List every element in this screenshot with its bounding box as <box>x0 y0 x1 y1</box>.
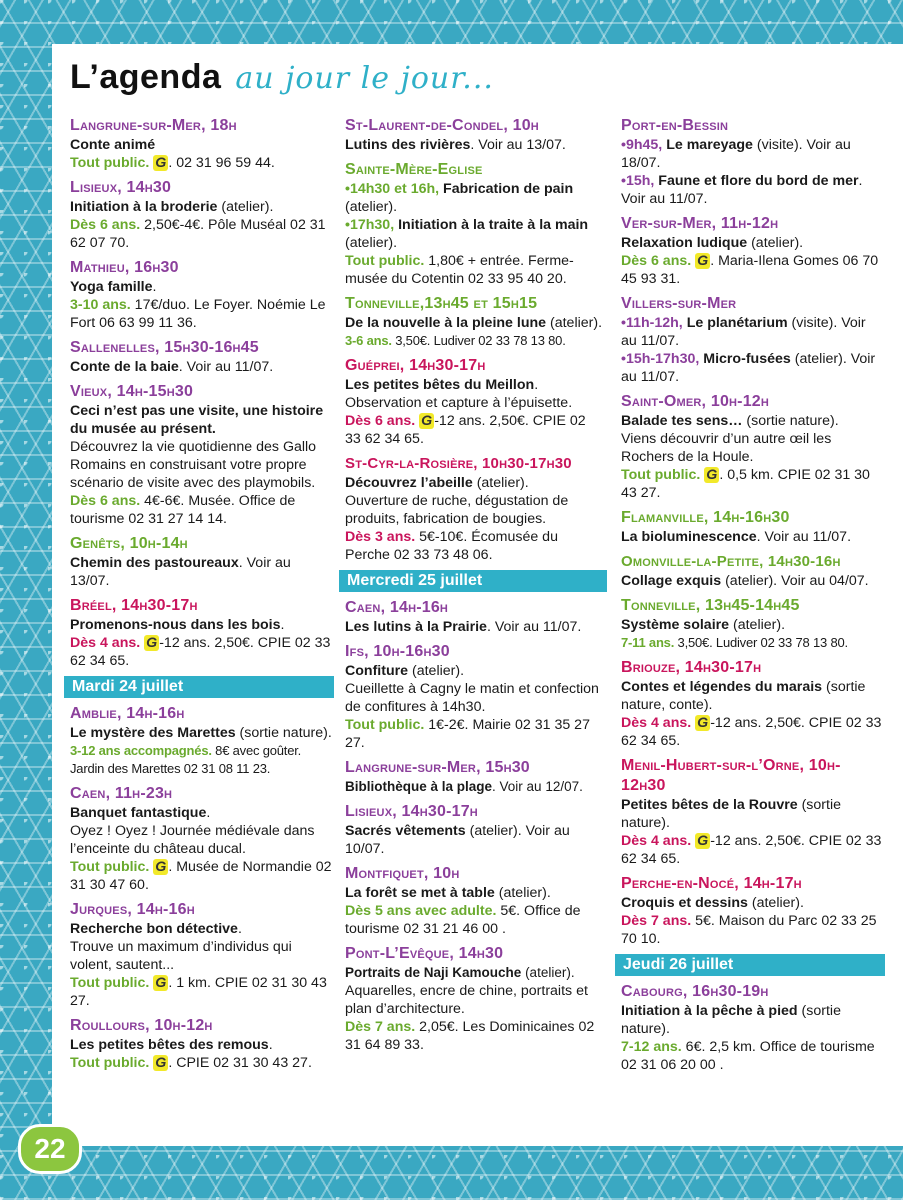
event-activity-note: . Voir au 12/07. <box>492 779 583 794</box>
event-details: 3,50€. Ludiver 02 33 78 13 80. <box>674 635 848 650</box>
event-activity: Faune et flore du bord de mer <box>654 173 859 189</box>
event-description: Cueillette à Cagny le matin et confection de confitures à 14h30. <box>345 681 599 715</box>
event-details: 2,05€. Les Dominicaines 02 31 64 89 33. <box>345 1019 595 1053</box>
event-location: Ifs, 10h-16h30 <box>345 643 450 660</box>
event-activity-note: (visite). Voir au 18/07. <box>621 137 851 171</box>
event-audience: Dès 4 ans. <box>621 833 692 849</box>
event-details: . Musée de Normandie 02 31 30 47 60. <box>70 859 332 893</box>
event-details: 2,50€-4€. Pôle Muséal 02 31 62 07 70. <box>70 217 326 251</box>
event-entry <box>621 508 883 546</box>
event-activity: Collage exquis <box>621 573 722 589</box>
event-location: Langrune-sur-Mer, 18h <box>70 117 237 134</box>
event-activity: Le mareyage <box>662 137 753 153</box>
event-details: . 0,5 km. CPIE 02 31 30 43 27. <box>621 467 870 501</box>
event-activity: Les petites bêtes du Meillon <box>345 377 535 393</box>
event-details: 17€/duo. Le Foyer. Noémie Le Fort 06 63 99 11 36. <box>70 297 326 331</box>
free-badge-icon: G <box>155 155 167 171</box>
event-details: . Maria-Ilena Gomes 06 70 45 93 31. <box>621 253 879 287</box>
event-audience: Tout public. <box>345 253 425 269</box>
event-activity-note: (sortie nature). <box>235 725 332 741</box>
event-activity: Recherche bon détective <box>70 921 238 937</box>
event-activity: Les lutins à la Prairie <box>345 619 487 635</box>
event-entry <box>621 596 883 652</box>
event-activity-note: (atelier). <box>747 895 804 911</box>
event-location: Amblie, 14h-16h <box>70 705 185 722</box>
event-activity-note: . <box>280 617 285 633</box>
event-details: -12 ans. 2,50€. CPIE 02 33 62 34 65. <box>621 833 882 867</box>
event-audience: Dès 3 ans. <box>345 529 416 545</box>
free-badge-icon: G <box>706 467 718 483</box>
event-audience: Dès 6 ans. <box>70 217 141 233</box>
event-audience: Tout public. <box>621 467 701 483</box>
event-activity: De la nouvelle à la pleine lune <box>345 315 547 331</box>
event-time: •14h30 et 16h, <box>345 181 440 197</box>
event-location: Flamanville, 14h-16h30 <box>621 509 790 526</box>
event-description: Observation et capture à l’épuisette. <box>345 395 573 411</box>
column-2 <box>345 116 605 1060</box>
event-activity-note: . Voir au 11/07. <box>621 173 863 207</box>
event-activity: Micro-fusées <box>699 351 791 367</box>
event-details: 5€. Maison du Parc 02 33 25 70 10. <box>621 913 877 947</box>
free-badge-icon: G <box>697 253 709 269</box>
event-audience: Dès 4 ans. <box>621 715 692 731</box>
title-script: au jour le jour... <box>235 61 494 96</box>
event-activity-note: . Voir au 11/07. <box>756 529 852 545</box>
event-activity-note: (atelier). Voir au 10/07. <box>345 823 570 857</box>
event-time: •15h-17h30, <box>621 351 700 367</box>
event-entry <box>345 160 605 288</box>
event-audience: Tout public. <box>345 717 425 733</box>
event-activity-note: (atelier). Voir au 11/07. <box>621 351 876 385</box>
event-audience: 7-11 ans. <box>621 635 675 650</box>
event-activity: Le planétarium <box>682 315 788 331</box>
event-activity: Chemin des pastoureaux <box>70 555 239 571</box>
page-number-badge: 22 <box>18 1124 82 1174</box>
event-activity: Découvrez l’abeille <box>345 475 473 491</box>
event-activity-note: (atelier). <box>546 315 603 331</box>
event-activity: Le mystère des Marettes <box>70 725 236 741</box>
event-entry <box>621 392 883 502</box>
event-description: Viens découvrir d’un autre œil les Rochers de la Houle. <box>621 431 832 465</box>
event-activity: Promenons-nous dans les bois <box>70 617 281 633</box>
event-location: Villers-sur-Mer <box>621 295 737 312</box>
event-details: 1€-2€. Mairie 02 31 35 27 27. <box>345 717 590 751</box>
event-activity: Relaxation ludique <box>621 235 748 251</box>
event-location: Caen, 14h-16h <box>345 599 449 616</box>
event-activity-note: . <box>534 377 539 393</box>
free-badge-icon: G <box>697 715 709 731</box>
event-details: 3,50€. Ludiver 02 33 78 13 80. <box>391 333 566 348</box>
event-entry <box>621 658 883 750</box>
event-description: Ouverture de ruche, dégustation de produits, fabrication de bougies. <box>345 493 569 527</box>
event-activity: Les petites bêtes des remous <box>70 1037 269 1053</box>
event-details: 1,80€ + entrée. Ferme-musée du Cotentin 02 33 95 40 20. <box>345 253 574 287</box>
event-entry <box>70 596 332 670</box>
event-activity-note: . <box>152 279 157 295</box>
event-activity: Contes et légendes du marais <box>621 679 823 695</box>
event-activity-note: (atelier). <box>345 199 398 215</box>
event-location: Perche-en-Nocé, 14h-17h <box>621 875 802 892</box>
event-audience: Dès 6 ans. <box>621 253 692 269</box>
event-activity: Lutins des rivières <box>345 137 471 153</box>
title-main: L’agenda <box>70 58 222 96</box>
event-activity-note: (atelier). <box>729 617 786 633</box>
event-location: Vieux, 14h-15h30 <box>70 383 194 400</box>
event-activity: Initiation à la pêche à pied <box>621 1003 798 1019</box>
event-audience: Tout public. <box>70 975 150 991</box>
event-entry <box>621 756 883 868</box>
event-location: Langrune-sur-Mer, 15h30 <box>345 759 530 776</box>
event-entry <box>70 178 332 252</box>
event-activity-note: (atelier). <box>494 885 551 901</box>
event-location: Lisieux, 14h30 <box>70 179 172 196</box>
event-activity: Croquis et dessins <box>621 895 748 911</box>
free-badge-icon: G <box>155 859 167 875</box>
event-entry <box>345 802 605 858</box>
event-activity-note: (atelier). <box>747 235 804 251</box>
event-activity: Système solaire <box>621 617 730 633</box>
event-location: Genêts, 10h-14h <box>70 535 188 552</box>
event-activity-note: (atelier). <box>408 663 465 679</box>
event-location: Sallenelles, 15h30-16h45 <box>70 339 259 356</box>
event-entry <box>70 258 332 332</box>
event-entry <box>621 874 883 948</box>
event-activity: Confiture <box>345 663 409 679</box>
event-location: Omonville-la-Petite, 14h30-16h <box>621 553 841 570</box>
event-location: Lisieux, 14h30-17h <box>345 803 478 820</box>
event-activity-note: . <box>206 805 211 821</box>
event-entry <box>345 356 605 448</box>
event-location: St-Cyr-la-Rosière, 10h30-17h30 <box>345 455 572 472</box>
free-badge-icon: G <box>146 635 158 651</box>
free-badge-icon: G <box>155 975 167 991</box>
event-location: Menil-Hubert-sur-l’Orne, 10h-12h30 <box>621 757 841 794</box>
day-header: Jeudi 26 juillet <box>615 954 885 976</box>
event-description: Aquarelles, encre de chine, portraits et plan d’architecture. <box>345 983 588 1017</box>
event-time: •11h-12h, <box>621 315 683 331</box>
event-entry <box>621 116 883 208</box>
event-audience: Dès 7 ans. <box>621 913 692 929</box>
day-header: Mardi 24 juillet <box>64 676 334 698</box>
event-activity: Initiation à la traite à la main <box>394 217 589 233</box>
event-activity: Fabrication de pain <box>439 181 574 197</box>
page-title <box>70 58 494 108</box>
event-details: 8€ avec goûter. Jardin des Marettes 02 31 08 11 23. <box>70 743 302 776</box>
event-entry <box>621 214 883 288</box>
event-entry <box>345 116 605 154</box>
event-entry <box>345 642 605 752</box>
event-details: -12 ans. 2,50€. CPIE 02 33 62 34 65. <box>345 413 586 447</box>
event-location: Cabourg, 16h30-19h <box>621 983 769 1000</box>
event-location: Saint-Omer, 10h-12h <box>621 393 770 410</box>
event-activity-note: . Voir au 13/07. <box>70 555 291 589</box>
event-location: Caen, 11h-23h <box>70 785 173 802</box>
event-details: 6€. 2,5 km. Office de tourisme 02 31 06 20 00 . <box>621 1039 875 1073</box>
day-header: Mercredi 25 juillet <box>339 570 607 592</box>
event-activity: La forêt se met à table <box>345 885 495 901</box>
event-activity-note: (atelier). Voir au 04/07. <box>721 573 869 589</box>
event-entry <box>70 1016 332 1072</box>
column-3 <box>621 116 883 1080</box>
event-activity-note: (atelier). <box>472 475 529 491</box>
event-audience: Tout public. <box>70 859 150 875</box>
event-time: •15h, <box>621 173 655 189</box>
event-entry <box>621 982 883 1074</box>
event-entry <box>621 294 883 386</box>
event-activity: Portraits de Naji Kamouche <box>345 965 522 980</box>
event-activity: Conte de la baie <box>70 359 179 375</box>
event-entry <box>70 382 332 528</box>
event-activity-note: . <box>237 921 242 937</box>
event-activity-note: (sortie nature). <box>621 797 841 831</box>
event-entry <box>70 534 332 590</box>
event-details: . 1 km. CPIE 02 31 30 43 27. <box>70 975 327 1009</box>
event-activity: Balade tes sens… <box>621 413 743 429</box>
event-location: Port-en-Bessin <box>621 117 729 134</box>
event-time: •17h30, <box>345 217 395 233</box>
event-entry <box>70 900 332 1010</box>
event-activity-note: (sortie nature, conte). <box>621 679 866 713</box>
event-audience: 3-6 ans. <box>345 333 392 348</box>
event-activity: Banquet fantastique <box>70 805 207 821</box>
event-location: Ver-sur-Mer, 11h-12h <box>621 215 779 232</box>
event-audience: Dès 7 ans. <box>345 1019 416 1035</box>
event-details: -12 ans. 2,50€. CPIE 02 33 62 34 65. <box>621 715 882 749</box>
event-entry <box>345 454 605 564</box>
event-entry <box>70 784 332 894</box>
event-activity: Bibliothèque à la plage <box>345 779 493 794</box>
event-audience: 7-12 ans. <box>621 1039 682 1055</box>
event-entry <box>345 944 605 1054</box>
event-details: 4€-6€. Musée. Office de tourisme 02 31 27 14 14. <box>70 493 296 527</box>
event-activity-note: . <box>268 1037 273 1053</box>
event-location: Montfiquet, 10h <box>345 865 460 882</box>
free-badge-icon: G <box>421 413 433 429</box>
event-description: Découvrez la vie quotidienne des Gallo Romains en construisant votre propre scénario de visite avec des playmobils. <box>70 439 317 491</box>
event-entry <box>621 552 883 590</box>
column-1 <box>70 116 332 1078</box>
event-activity-note: . Voir au 13/07. <box>470 137 566 153</box>
event-audience: Tout public. <box>70 155 150 171</box>
event-entry <box>345 864 605 938</box>
event-description: Trouve un maximum d’individus qui volent, sautent... <box>70 939 292 973</box>
event-activity: Conte animé <box>70 137 156 153</box>
event-details: 5€-10€. Écomusée du Perche 02 33 73 48 06. <box>345 529 558 563</box>
event-time: •9h45, <box>621 137 663 153</box>
event-audience: Dès 5 ans avec adulte. <box>345 903 497 919</box>
event-details: -12 ans. 2,50€. CPIE 02 33 62 34 65. <box>70 635 331 669</box>
event-details: 5€. Office de tourisme 02 31 21 46 00 . <box>345 903 581 937</box>
event-activity: Ceci n’est pas une visite, une histoire du musée au présent. <box>70 403 324 437</box>
event-activity-note: (sortie nature). <box>621 1003 841 1037</box>
event-activity-note: . Voir au 11/07. <box>486 619 582 635</box>
event-location: Roullours, 10h-12h <box>70 1017 213 1034</box>
event-activity: Petites bêtes de la Rouvre <box>621 797 798 813</box>
event-entry <box>345 598 605 636</box>
event-audience: Dès 6 ans. <box>345 413 416 429</box>
event-activity: La bioluminescence <box>621 529 757 545</box>
free-badge-icon: G <box>155 1055 167 1071</box>
event-activity-note: (visite). Voir au 11/07. <box>621 315 866 349</box>
event-activity-note: (sortie nature). <box>742 413 839 429</box>
event-location: Sainte-Mère-Eglise <box>345 161 483 178</box>
event-audience: 3-10 ans. <box>70 297 131 313</box>
free-badge-icon: G <box>697 833 709 849</box>
event-audience: Dès 6 ans. <box>70 493 141 509</box>
event-location: Tonneville, 13h45-14h45 <box>621 597 800 614</box>
event-location: Bréel, 14h30-17h <box>70 597 198 614</box>
event-entry <box>70 116 332 172</box>
event-activity-note: (atelier). <box>521 965 575 980</box>
event-entry <box>345 758 605 796</box>
event-location: Pont-L’Evêque, 14h30 <box>345 945 504 962</box>
event-audience: 3-12 ans accompagnés. <box>70 743 212 758</box>
event-details: . CPIE 02 31 30 43 27. <box>168 1055 312 1071</box>
event-audience: Dès 4 ans. <box>70 635 141 651</box>
event-activity: Initiation à la broderie <box>70 199 218 215</box>
event-audience: Tout public. <box>70 1055 150 1071</box>
event-activity-note: (atelier). <box>217 199 274 215</box>
event-location: Mathieu, 16h30 <box>70 259 179 276</box>
event-details: . 02 31 96 59 44. <box>168 155 275 171</box>
event-activity-note: . Voir au 11/07. <box>178 359 274 375</box>
event-activity-note: (atelier). <box>345 235 398 251</box>
event-activity: Sacrés vêtements <box>345 823 466 839</box>
event-activity: Yoga famille <box>70 279 153 295</box>
event-location: Tonneville,13h45 et 15h15 <box>345 295 538 312</box>
event-location: Jurques, 14h-16h <box>70 901 195 918</box>
event-location: Briouze, 14h30-17h <box>621 659 762 676</box>
event-entry <box>70 704 332 778</box>
event-entry <box>345 294 605 350</box>
event-description: Oyez ! Oyez ! Journée médiévale dans l’enceinte du château ducal. <box>70 823 315 857</box>
event-entry <box>70 338 332 376</box>
event-location: Guéprei, 14h30-17h <box>345 357 486 374</box>
event-location: St-Laurent-de-Condel, 10h <box>345 117 539 134</box>
